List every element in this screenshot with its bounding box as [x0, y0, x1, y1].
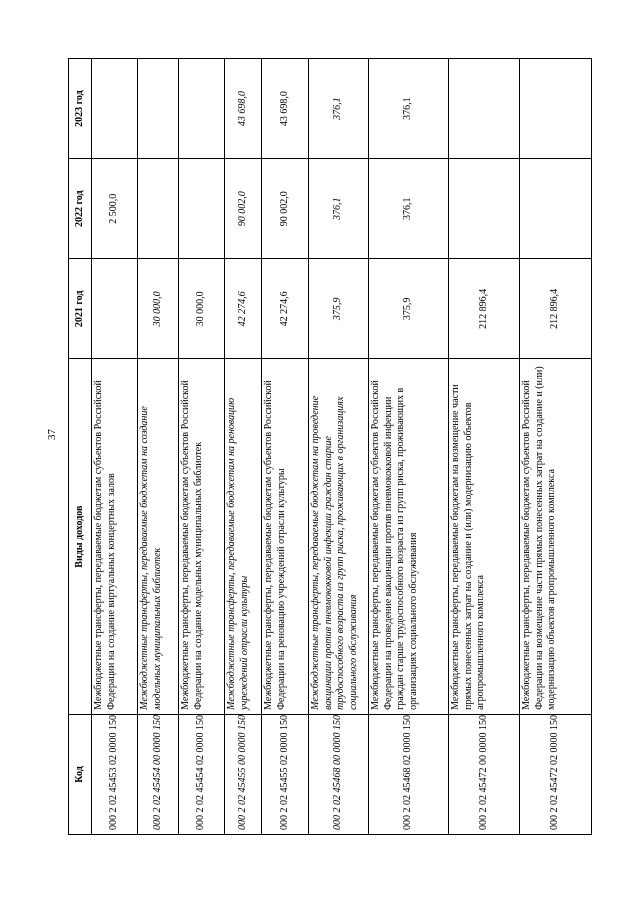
- row-revenue-type: Межбюджетные трансферты, передаваемые бюджетам на создание модельных муниципальных библиотек: [138, 359, 179, 714]
- row-value-2021: 212 896,4: [520, 259, 592, 359]
- row-code: 000 2 02 45454 00 0000 150: [138, 714, 179, 834]
- row-value-2021: 30 000,0: [138, 259, 179, 359]
- row-value-2022: 2 500,0: [92, 159, 138, 259]
- table-row: [179, 59, 225, 835]
- table-row: [225, 59, 262, 835]
- table-row: [309, 59, 369, 835]
- row-value-2023: 43 698,0: [262, 59, 309, 159]
- row-revenue-type: Межбюджетные трансферты, передаваемые бюджетам субъектов Российской Федерации на создание модельных муниципальных библиотек: [179, 359, 225, 714]
- row-value-2022: [179, 159, 225, 259]
- table-row: [138, 59, 179, 835]
- row-value-2023: [179, 59, 225, 159]
- row-value-2021: [92, 259, 138, 359]
- row-code: 000 2 02 45472 00 0000 150: [449, 714, 520, 834]
- table-body: [92, 59, 592, 835]
- header-year-2022: 2022 год: [69, 159, 92, 259]
- row-revenue-type: Межбюджетные трансферты, передаваемые бюджетам субъектов Российской Федерации на проведение вакцинации против пневмококковой инфекции граждан старше трудоспособного возраста из групп риска, проживающих в организациях социального обслуживания: [369, 359, 449, 714]
- row-value-2022: 90 002,0: [262, 159, 309, 259]
- row-value-2023: [138, 59, 179, 159]
- table-row: [449, 59, 520, 835]
- row-value-2021: 375,9: [309, 259, 369, 359]
- row-code: 000 2 02 45455 02 0000 150: [262, 714, 309, 834]
- header-revenue-type: Виды доходов: [69, 359, 92, 714]
- row-value-2022: [449, 159, 520, 259]
- row-value-2023: 376,1: [309, 59, 369, 159]
- row-code: 000 2 02 45454 02 0000 150: [179, 714, 225, 834]
- row-value-2023: [520, 59, 592, 159]
- table-row: [520, 59, 592, 835]
- row-revenue-type: Межбюджетные трансферты, передаваемые бюджетам субъектов Российской Федерации на реновацию учреждений отрасли культуры: [262, 359, 309, 714]
- row-value-2023: [449, 59, 520, 159]
- row-value-2022: 376,1: [369, 159, 449, 259]
- row-code: 000 2 02 45455 00 0000 150: [225, 714, 262, 834]
- row-value-2021: 42 274,6: [262, 259, 309, 359]
- row-value-2023: 43 698,0: [225, 59, 262, 159]
- row-revenue-type: Межбюджетные трансферты, передаваемые бюджетам субъектов Российской Федерации на создание виртуальных концертных залов: [92, 359, 138, 714]
- header-year-2023: 2023 год: [69, 59, 92, 159]
- table-header-row: [69, 59, 92, 835]
- row-revenue-type: Межбюджетные трансферты, передаваемые бюджетам на проведение вакцинации против пневмококковой инфекции граждан старше трудоспособного возраста из групп риска, проживающих в организациях социального обслуживания: [309, 359, 369, 714]
- table-row: [92, 59, 138, 835]
- header-code: Код: [69, 714, 92, 834]
- page-number: 37: [46, 429, 58, 440]
- row-value-2022: [520, 159, 592, 259]
- header-year-2021: 2021 год: [69, 259, 92, 359]
- row-revenue-type: Межбюджетные трансферты, передаваемые бюджетам субъектов Российской Федерации на возмещение части прямых понесенных затрат на создание и (или) модернизацию объектов агропромышленного комплекса: [520, 359, 592, 714]
- row-value-2021: 42 274,6: [225, 259, 262, 359]
- row-value-2021: 375,9: [369, 259, 449, 359]
- row-value-2022: 90 002,0: [225, 159, 262, 259]
- row-revenue-type: Межбюджетные трансферты, передаваемые бюджетам на возмещение части прямых понесенных затрат на создание и (или) модернизацию объектов агропромышленного комплекса: [449, 359, 520, 714]
- row-value-2021: 30 000,0: [179, 259, 225, 359]
- row-revenue-type: Межбюджетные трансферты, передаваемые бюджетам на реновацию учреждений отрасли культуры: [225, 359, 262, 714]
- budget-revenue-table-container: [68, 58, 561, 835]
- row-code: 000 2 02 45468 02 0000 150: [369, 714, 449, 834]
- row-value-2021: 212 896,4: [449, 259, 520, 359]
- row-value-2023: 376,1: [369, 59, 449, 159]
- row-value-2022: 376,1: [309, 159, 369, 259]
- row-code: 000 2 02 45468 00 0000 150: [309, 714, 369, 834]
- table-row: [369, 59, 449, 835]
- row-code: 000 2 02 45472 02 0000 150: [520, 714, 592, 834]
- row-value-2023: [92, 59, 138, 159]
- row-code: 000 2 02 45453 02 0000 150: [92, 714, 138, 834]
- budget-revenue-table: [68, 58, 592, 835]
- table-row: [262, 59, 309, 835]
- row-value-2022: [138, 159, 179, 259]
